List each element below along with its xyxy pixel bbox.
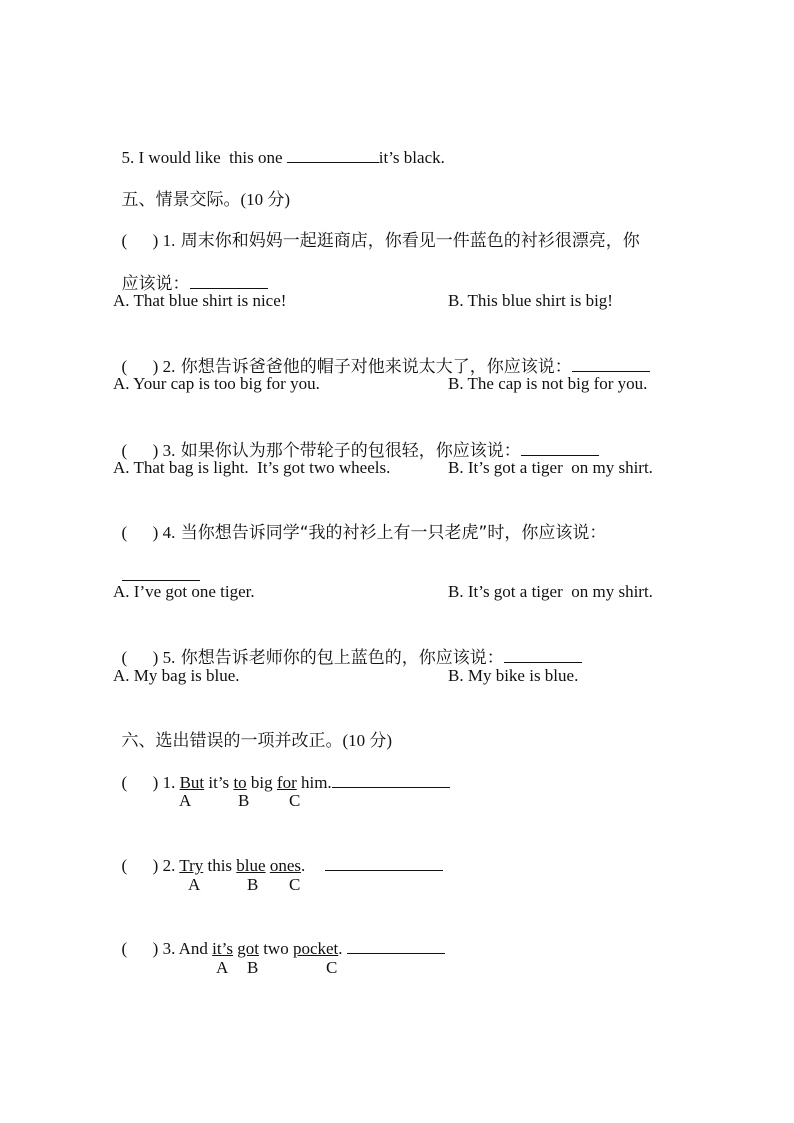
s5-q5-option-b: B. My bike is blue.: [448, 666, 579, 685]
s6-q1-sentence: [113, 749, 450, 794]
underlined-word-b: to: [233, 773, 247, 792]
s5-q3-option-b: B. It’s got a tiger on my shirt.: [448, 458, 653, 477]
s5-q2-prompt: [113, 333, 650, 378]
section-6-title: 六、选出错误的一项并改正。: [121, 731, 343, 751]
question-prompt: 如果你认为那个带轮子的包很轻，你应该说：: [175, 441, 521, 461]
question-prompt-cont: 应该说：: [121, 274, 190, 294]
answer-bracket[interactable]: ( ): [121, 773, 159, 792]
s5-q1-option-b: B. This blue shirt is big!: [448, 291, 613, 310]
answer-bracket[interactable]: ( ): [121, 648, 159, 667]
label-a: A: [179, 791, 192, 810]
s5-q4-option-a: A. I’ve got one tiger.: [113, 582, 255, 601]
s6-q3-sentence: [113, 915, 445, 960]
underlined-word-c: ones: [269, 856, 301, 875]
label-c: C: [289, 875, 301, 894]
answer-blank[interactable]: [287, 146, 379, 163]
answer-blank[interactable]: [122, 564, 200, 581]
correction-blank[interactable]: [347, 937, 445, 954]
underlined-word-a: But: [179, 773, 205, 792]
answer-bracket[interactable]: ( ): [121, 357, 159, 376]
label-b: B: [238, 791, 250, 810]
question-number: 5.: [162, 648, 176, 667]
answer-bracket[interactable]: ( ): [121, 939, 159, 958]
s6-q2-sentence: [113, 832, 443, 877]
sentence-text: this: [203, 856, 237, 875]
s5-q2-option-a: A. Your cap is too big for you.: [113, 374, 320, 393]
sentence-text: .: [338, 939, 343, 958]
underlined-word-b: blue: [236, 856, 266, 875]
s5-q4-option-b: B. It’s got a tiger on my shirt.: [448, 582, 653, 601]
question-5-prefix: 5. I would like this one: [121, 148, 287, 167]
s5-q2-option-b: B. The cap is not big for you.: [448, 374, 648, 393]
sentence-text: him.: [296, 773, 332, 792]
underlined-word-a: Try: [179, 856, 204, 875]
answer-blank[interactable]: [190, 272, 268, 289]
question-prompt: 你想告诉老师你的包上蓝色的，你应该说：: [175, 648, 504, 668]
question-prompt: 你想告诉爸爸他的帽子对他来说太大了，你应该说：: [175, 357, 572, 377]
label-a: A: [188, 875, 201, 894]
answer-bracket[interactable]: ( ): [121, 441, 159, 460]
question-prompt: 当你想告诉同学“我的衬衫上有一只老虎”时，你应该说：: [175, 523, 607, 543]
label-a: A: [216, 958, 229, 977]
label-c: C: [326, 958, 338, 977]
section-5-heading: [113, 167, 290, 211]
sentence-text: two: [258, 939, 293, 958]
s5-q5-option-a: A. My bag is blue.: [113, 666, 240, 685]
sentence-text: .: [301, 856, 306, 875]
s5-q5-prompt: [113, 624, 582, 669]
question-number: 1.: [162, 231, 176, 250]
label-b: B: [247, 958, 259, 977]
answer-bracket[interactable]: ( ): [121, 231, 159, 250]
section-6-heading: [113, 708, 392, 752]
s5-q1-option-a: A. That blue shirt is nice!: [113, 291, 287, 310]
question-5-fill: [113, 124, 445, 169]
s5-q1-prompt: [113, 208, 640, 252]
answer-blank[interactable]: [521, 439, 599, 456]
correction-blank[interactable]: [332, 771, 450, 788]
underlined-word-a: it’s: [212, 939, 233, 958]
sentence-text: And: [178, 939, 213, 958]
section-6-score: (10 分): [342, 731, 393, 750]
section-5-title: 五、情景交际。: [121, 190, 241, 210]
sentence-text: it’s: [204, 773, 234, 792]
sentence-text: big: [246, 773, 277, 792]
answer-bracket[interactable]: ( ): [121, 523, 159, 542]
s5-q1-prompt-cont: [113, 250, 268, 295]
section-5-score: (10 分): [240, 190, 291, 209]
question-number: 2.: [162, 856, 176, 875]
question-number: 2.: [162, 357, 176, 376]
answer-blank[interactable]: [504, 646, 582, 663]
s5-q3-option-a: A. That bag is light. It’s got two wheels.: [113, 458, 391, 477]
underlined-word-c: for: [276, 773, 297, 792]
question-number: 3.: [162, 939, 176, 958]
question-number: 4.: [162, 523, 176, 542]
label-b: B: [247, 875, 259, 894]
answer-blank[interactable]: [572, 355, 650, 372]
s5-q3-prompt: [113, 417, 599, 462]
question-number: 3.: [162, 441, 176, 460]
answer-bracket[interactable]: ( ): [121, 856, 159, 875]
correction-blank[interactable]: [325, 854, 443, 871]
question-prompt: 周末你和妈妈一起逛商店，你看见一件蓝色的衬衫很漂亮，你: [175, 231, 640, 251]
underlined-word-c: pocket: [292, 939, 339, 958]
label-c: C: [289, 791, 301, 810]
question-5-suffix: it’s black.: [378, 148, 445, 167]
s5-q4-prompt: [113, 500, 606, 544]
question-number: 1.: [162, 773, 176, 792]
underlined-word-b: got: [237, 939, 259, 958]
